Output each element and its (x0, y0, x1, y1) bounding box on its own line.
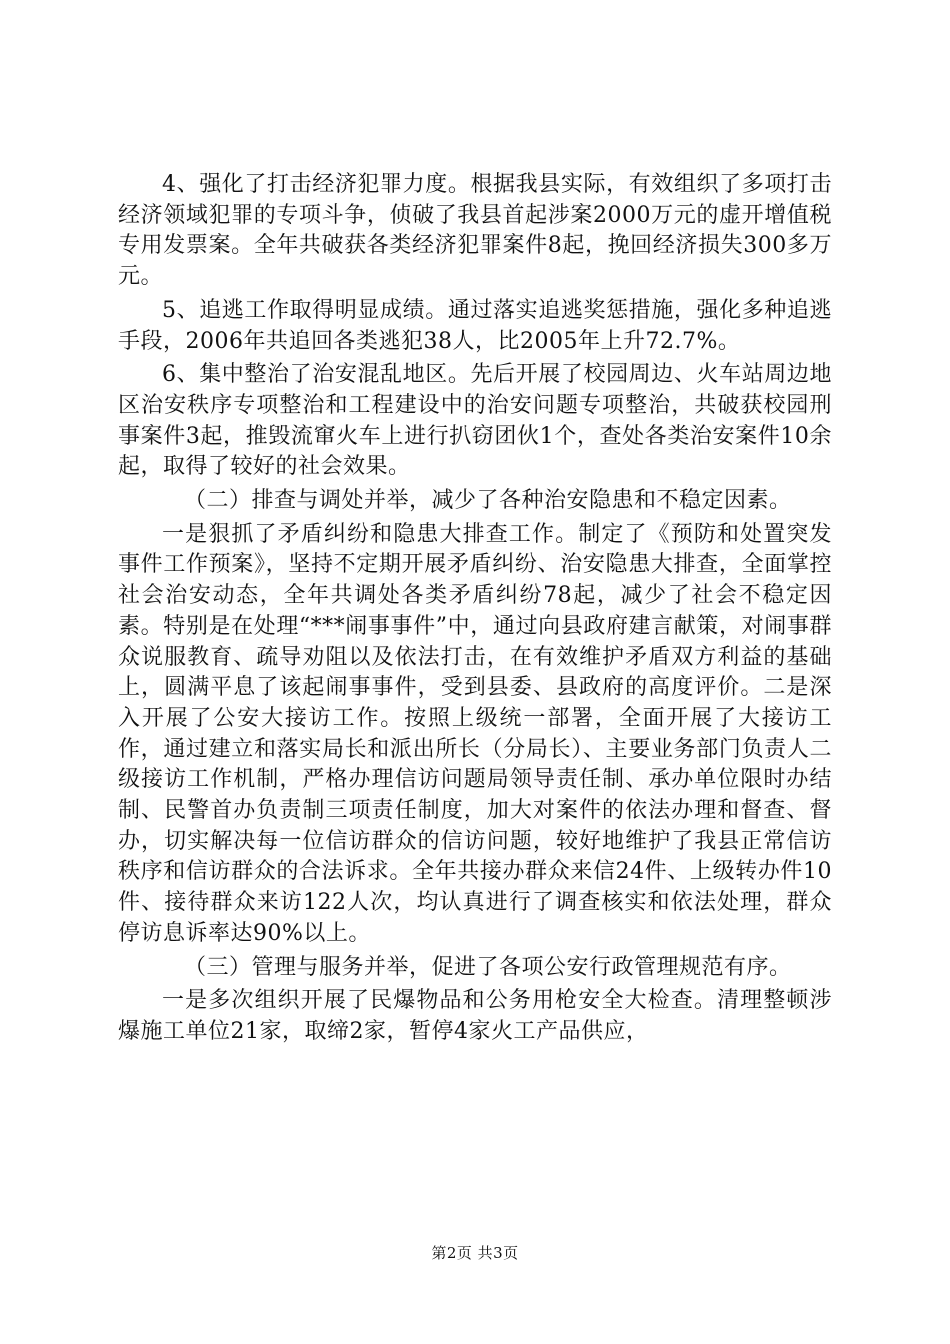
page-number-label: 第2页 共3页 (431, 1244, 519, 1262)
paragraph-fugitive-pursuit: 5、追逃工作取得明显成绩。通过落实追逃奖惩措施，强化多种追逃手段，2006年共追回各类逃犯38人，比2005年上升72.7%。 (118, 297, 832, 354)
section-heading-management-service: （三）管理与服务并举，促进了各项公安行政管理规范有序。 (184, 954, 792, 980)
paragraph-dispute-investigation: 一是狠抓了矛盾纠纷和隐患大排查工作。制定了《预防和处置突发事件工作预案》，坚持不定期开展矛盾纠纷、治安隐患大排查，全面掌控社会治安动态，全年共调处各类矛盾纠纷78起，减少了社会不稳定因素。特别是在处理“***闹事事件”中，通过向县政府建言献策，对闹事群众说服教育、疏导劝阻以及依法打击，在有效维护矛盾双方利益的基础上，圆满平息了该起闹事事件，受到县委、县政府的高度评价。二是深入开展了公安大接访工作。按照上级统一部署，全面开展了大接访工作，通过建立和落实局长和派出所长（分局长）、主要业务部门负责人二级接访工作机制，严格办理信访问题局领导责任制、承办单位限时办结制、民警首办负责制三项责任制度，加大对案件的依法办理和督查、督办，切实解决每一位信访群众的信访问题，较好地维护了我县正常信访秩序和信访群众的合法诉求。全年共接办群众来信24件、上级转办件10件、接待群众来访122人次，均认真进行了调查核实和依法处理，群众停访息诉率达90%以上。 (118, 521, 832, 946)
document-body (118, 170, 832, 1051)
paragraph-economic-crime: 4、强化了打击经济犯罪力度。根据我县实际，有效组织了多项打击经济领域犯罪的专项斗争，侦破了我县首起涉案2000万元的虚开增值税专用发票案。全年共破获各类经济犯罪案件8起，挽回经济损失300多万元。 (118, 172, 832, 290)
paragraph-public-order-rectification: 6、集中整治了治安混乱地区。先后开展了校园周边、火车站周边地区治安秩序专项整治和工程建设中的治安问题专项整治，共破获校园刑事案件3起，推毁流窜火车上进行扒窃团伙1个，查处各类治安案件10余起，取得了较好的社会效果。 (118, 362, 832, 480)
paragraph-explosives-inspection: 一是多次组织开展了民爆物品和公务用枪安全大检查。清理整顿涉爆施工单位21家，取缔2家，暂停4家火工产品供应， (118, 988, 832, 1044)
section-heading-investigation-mediation: （二）排查与调处并举，减少了各种治安隐患和不稳定因素。 (184, 488, 792, 514)
page-footer (0, 1243, 950, 1263)
